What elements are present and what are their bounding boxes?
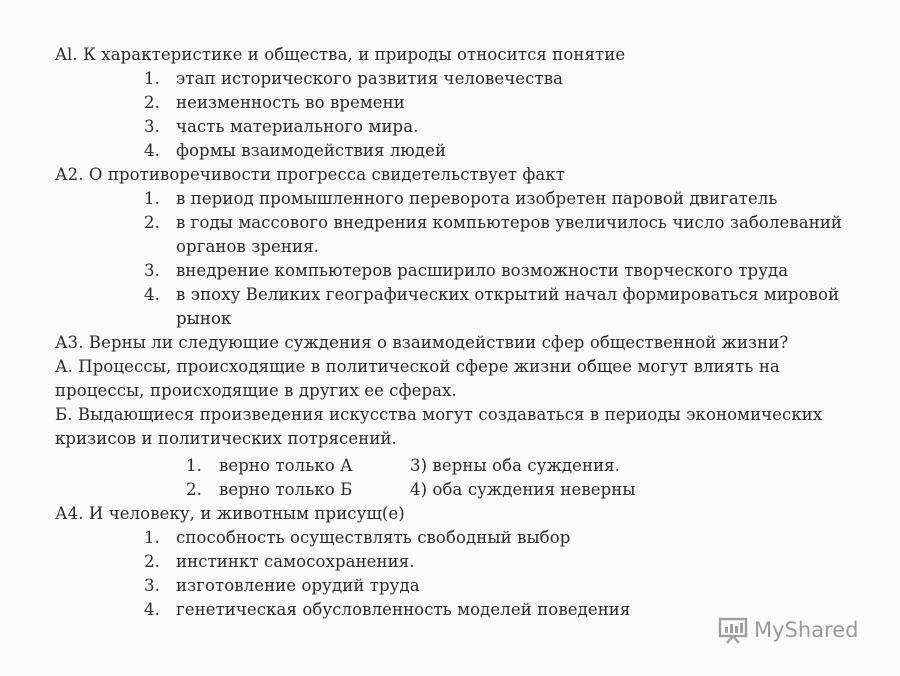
question-a2-stem: А2. О противоречивости прогресса свидетельствует факт (55, 165, 565, 184)
answer-text: верно только А (219, 456, 353, 475)
judgment-b: Б. Выдающиеся произведения искусства могут создаваться в периоды экономических (55, 405, 823, 424)
option-text: часть материального мира. (176, 117, 419, 136)
question-a1-stem: Al. К характеристике и общества, и природы относится понятие (55, 45, 626, 64)
option-number: 2. (144, 93, 160, 112)
option-number: 4. (144, 141, 160, 160)
option-text: способность осуществлять свободный выбор (176, 528, 571, 547)
option-text: в годы массового внедрения компьютеров увеличилось число заболеваний (176, 213, 843, 232)
option-text: внедрение компьютеров расширило возможности творческого труда (176, 261, 789, 280)
option-text: инстинкт самосохранения. (176, 552, 415, 571)
option-text: генетическая обусловленность моделей поведения (176, 600, 631, 619)
answer-number: 1. (186, 456, 202, 475)
option-number: 2. (144, 552, 160, 571)
option-text: в период промышленного переворота изобретен паровой двигатель (176, 189, 778, 208)
option-text: неизменность во времени (176, 93, 405, 112)
option-text: формы взаимодействия людей (176, 141, 447, 160)
option-number: 3. (144, 261, 160, 280)
option-text: в эпоху Великих географических открытий начал формироваться мировой (176, 285, 840, 304)
option-text: этап исторического развития человечества (176, 69, 564, 88)
question-a3-stem: А3. Верны ли следующие суждения о взаимодействии сфер общественной жизни? (55, 333, 789, 352)
option-number: 3. (144, 576, 160, 595)
option-number: 1. (144, 528, 160, 547)
option-text-continued: органов зрения. (176, 237, 319, 256)
answer-text-alt: 4) оба суждения неверны (410, 480, 636, 499)
answer-text: верно только Б (219, 480, 353, 499)
option-number: 1. (144, 189, 160, 208)
judgment-a: А. Процессы, происходящие в политической сфере жизни общее могут влиять на (55, 357, 780, 376)
judgment-b-continued: кризисов и политических потрясений. (55, 429, 397, 448)
judgment-a-continued: процессы, происходящие в других ее сферах. (55, 381, 457, 400)
option-text-continued: рынок (176, 309, 232, 328)
myshared-watermark (718, 616, 858, 644)
option-text: изготовление орудий труда (176, 576, 420, 595)
answer-text-alt: 3) верны оба суждения. (410, 456, 621, 475)
option-number: 4. (144, 600, 160, 619)
question-a4-stem: А4. И человеку, и животным присущ(е) (55, 504, 405, 523)
option-number: 2. (144, 213, 160, 232)
option-number: 4. (144, 285, 160, 304)
option-number: 1. (144, 69, 160, 88)
watermark-text: MyShared (754, 618, 859, 642)
option-number: 3. (144, 117, 160, 136)
answer-number: 2. (186, 480, 202, 499)
presentation-board-icon (718, 616, 748, 644)
